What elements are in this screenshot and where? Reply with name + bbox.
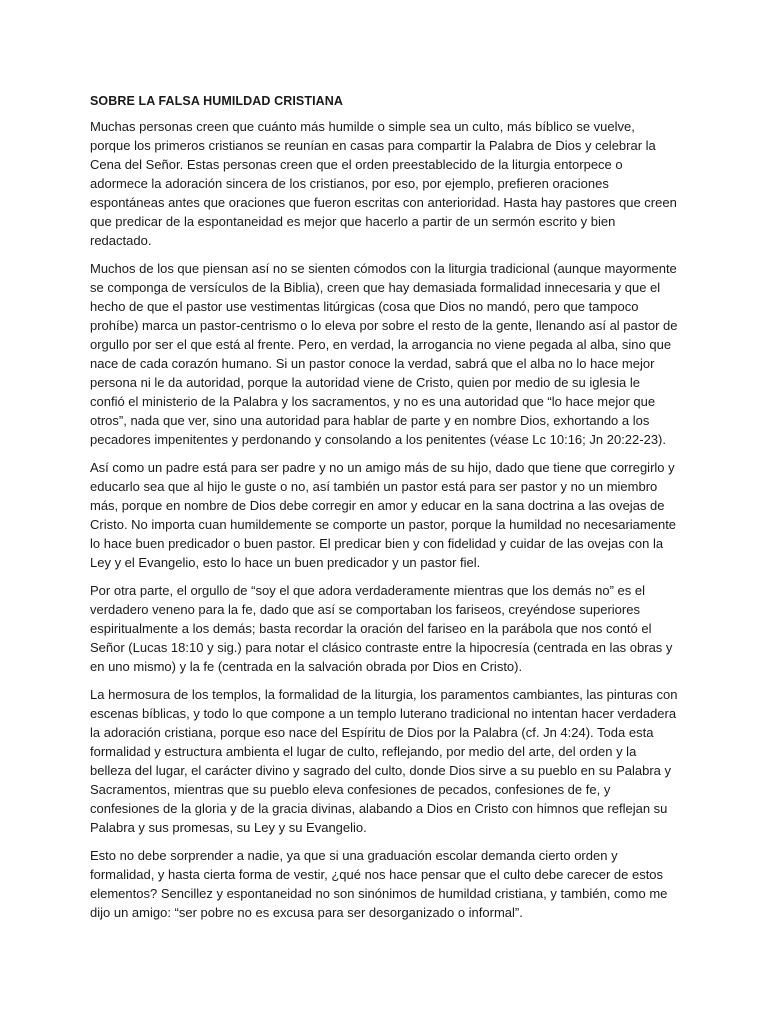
paragraph-5: La hermosura de los templos, la formalidad de la liturgia, los paramentos cambiantes, las pinturas con escenas bíblicas, y todo lo que compone a un templo luterano tradicional no intentan hacer verdadera la adoración cristiana, porque eso nace del Espíritu de Dios por la Palabra (cf. Jn 4:24). Toda esta formalidad y estructura ambienta el lugar de culto, reflejando, por medio del arte, del orden y la belleza del lugar, el carácter divino y sagrado del culto, donde Dios sirve a su pueblo en su Palabra y Sacramentos, mientras que su pueblo eleva confesiones de pecados, confesiones de fe, y confesiones de la gloria y de la gracia divinas, alabando a Dios en Cristo con himnos que reflejan su Palabra y sus promesas, su Ley y su Evangelio. — [90, 687, 678, 835]
paragraph-3: Así como un padre está para ser padre y no un amigo más de su hijo, dado que tiene que corregirlo y educarlo sea que al hijo le guste o no, así también un pastor está para ser pastor y no un miembro más, porque en nombre de Dios debe corregir en amor y educar en la sana doctrina a las ovejas de Cristo. No importa cuan humildemente se comporte un pastor, porque la humildad no necesariamente lo hace buen predicador o buen pastor. El predicar bien y con fidelidad y cuidar de las ovejas con la Ley y el Evangelio, esto lo hace un buen predicador y un pastor fiel. — [90, 460, 677, 570]
paragraph-4: Por otra parte, el orgullo de “soy el que adora verdaderamente mientras que los demás no” es el verdadero veneno para la fe, dado que así se comportaban los fariseos, creyéndose superiores espiritualmente a los demás; basta recordar la oración del fariseo en la parábola que nos contó el Señor (Lucas 18:10 y sig.) para notar el clásico contraste entre la hipocresía (centrada en las obras y en uno mismo) y la fe (centrada en la salvación obrada por Dios en Cristo). — [90, 583, 673, 674]
paragraph-1: Muchas personas creen que cuánto más humilde o simple sea un culto, más bíblico se vuelve, porque los primeros cristianos se reunían en casas para compartir la Palabra de Dios y celebrar la Cena del Señor. Estas personas creen que el orden preestablecido de la liturgia entorpece o adormece la adoración sincera de los cristianos, por eso, por ejemplo, prefieren oraciones espontáneas antes que oraciones que fueron escritas con anterioridad. Hasta hay pastores que creen que predicar de la espontaneidad es mejor que hacerlo a partir de un sermón escrito y bien redactado. — [90, 119, 677, 248]
document-page — [90, 92, 678, 931]
paragraph-6: Esto no debe sorprender a nadie, ya que si una graduación escolar demanda cierto orden y formalidad, y hasta cierta forma de vestir, ¿qué nos hace pensar que el culto debe carecer de estos elementos? Sencillez y espontaneidad no son sinónimos de humildad cristiana, y también, como me dijo un amigo: “ser pobre no es excusa para ser desorganizado o informal”. — [90, 848, 668, 920]
document-title: SOBRE LA FALSA HUMILDAD CRISTIANA — [90, 94, 344, 108]
paragraph-2: Muchos de los que piensan así no se sienten cómodos con la liturgia tradicional (aunque mayormente se componga de versículos de la Biblia), creen que hay demasiada formalidad innecesaria y que el hecho de que el pastor use vestimentas litúrgicas (cosa que Dios no mandó, pero que tampoco prohíbe) marca un pastor-centrismo o lo eleva por sobre el resto de la gente, llenando así al pastor de orgullo por ser el que está al frente. Pero, en verdad, la arrogancia no viene pegada al alba, sino que nace de cada corazón humano. Si un pastor conoce la verdad, sabrá que el alba no lo hace mejor persona ni le da autoridad, porque la autoridad viene de Cristo, quien por medio de su iglesia le confió el ministerio de la Palabra y los sacramentos, y no es una autoridad que “lo hace mejor que otros”, nada que ver, sino una autoridad para hablar de parte y en nombre Dios, exhortando a los pecadores impenitentes y perdonando y consolando a los penitentes (véase Lc 10:16; Jn 20:22-23). — [90, 261, 678, 447]
